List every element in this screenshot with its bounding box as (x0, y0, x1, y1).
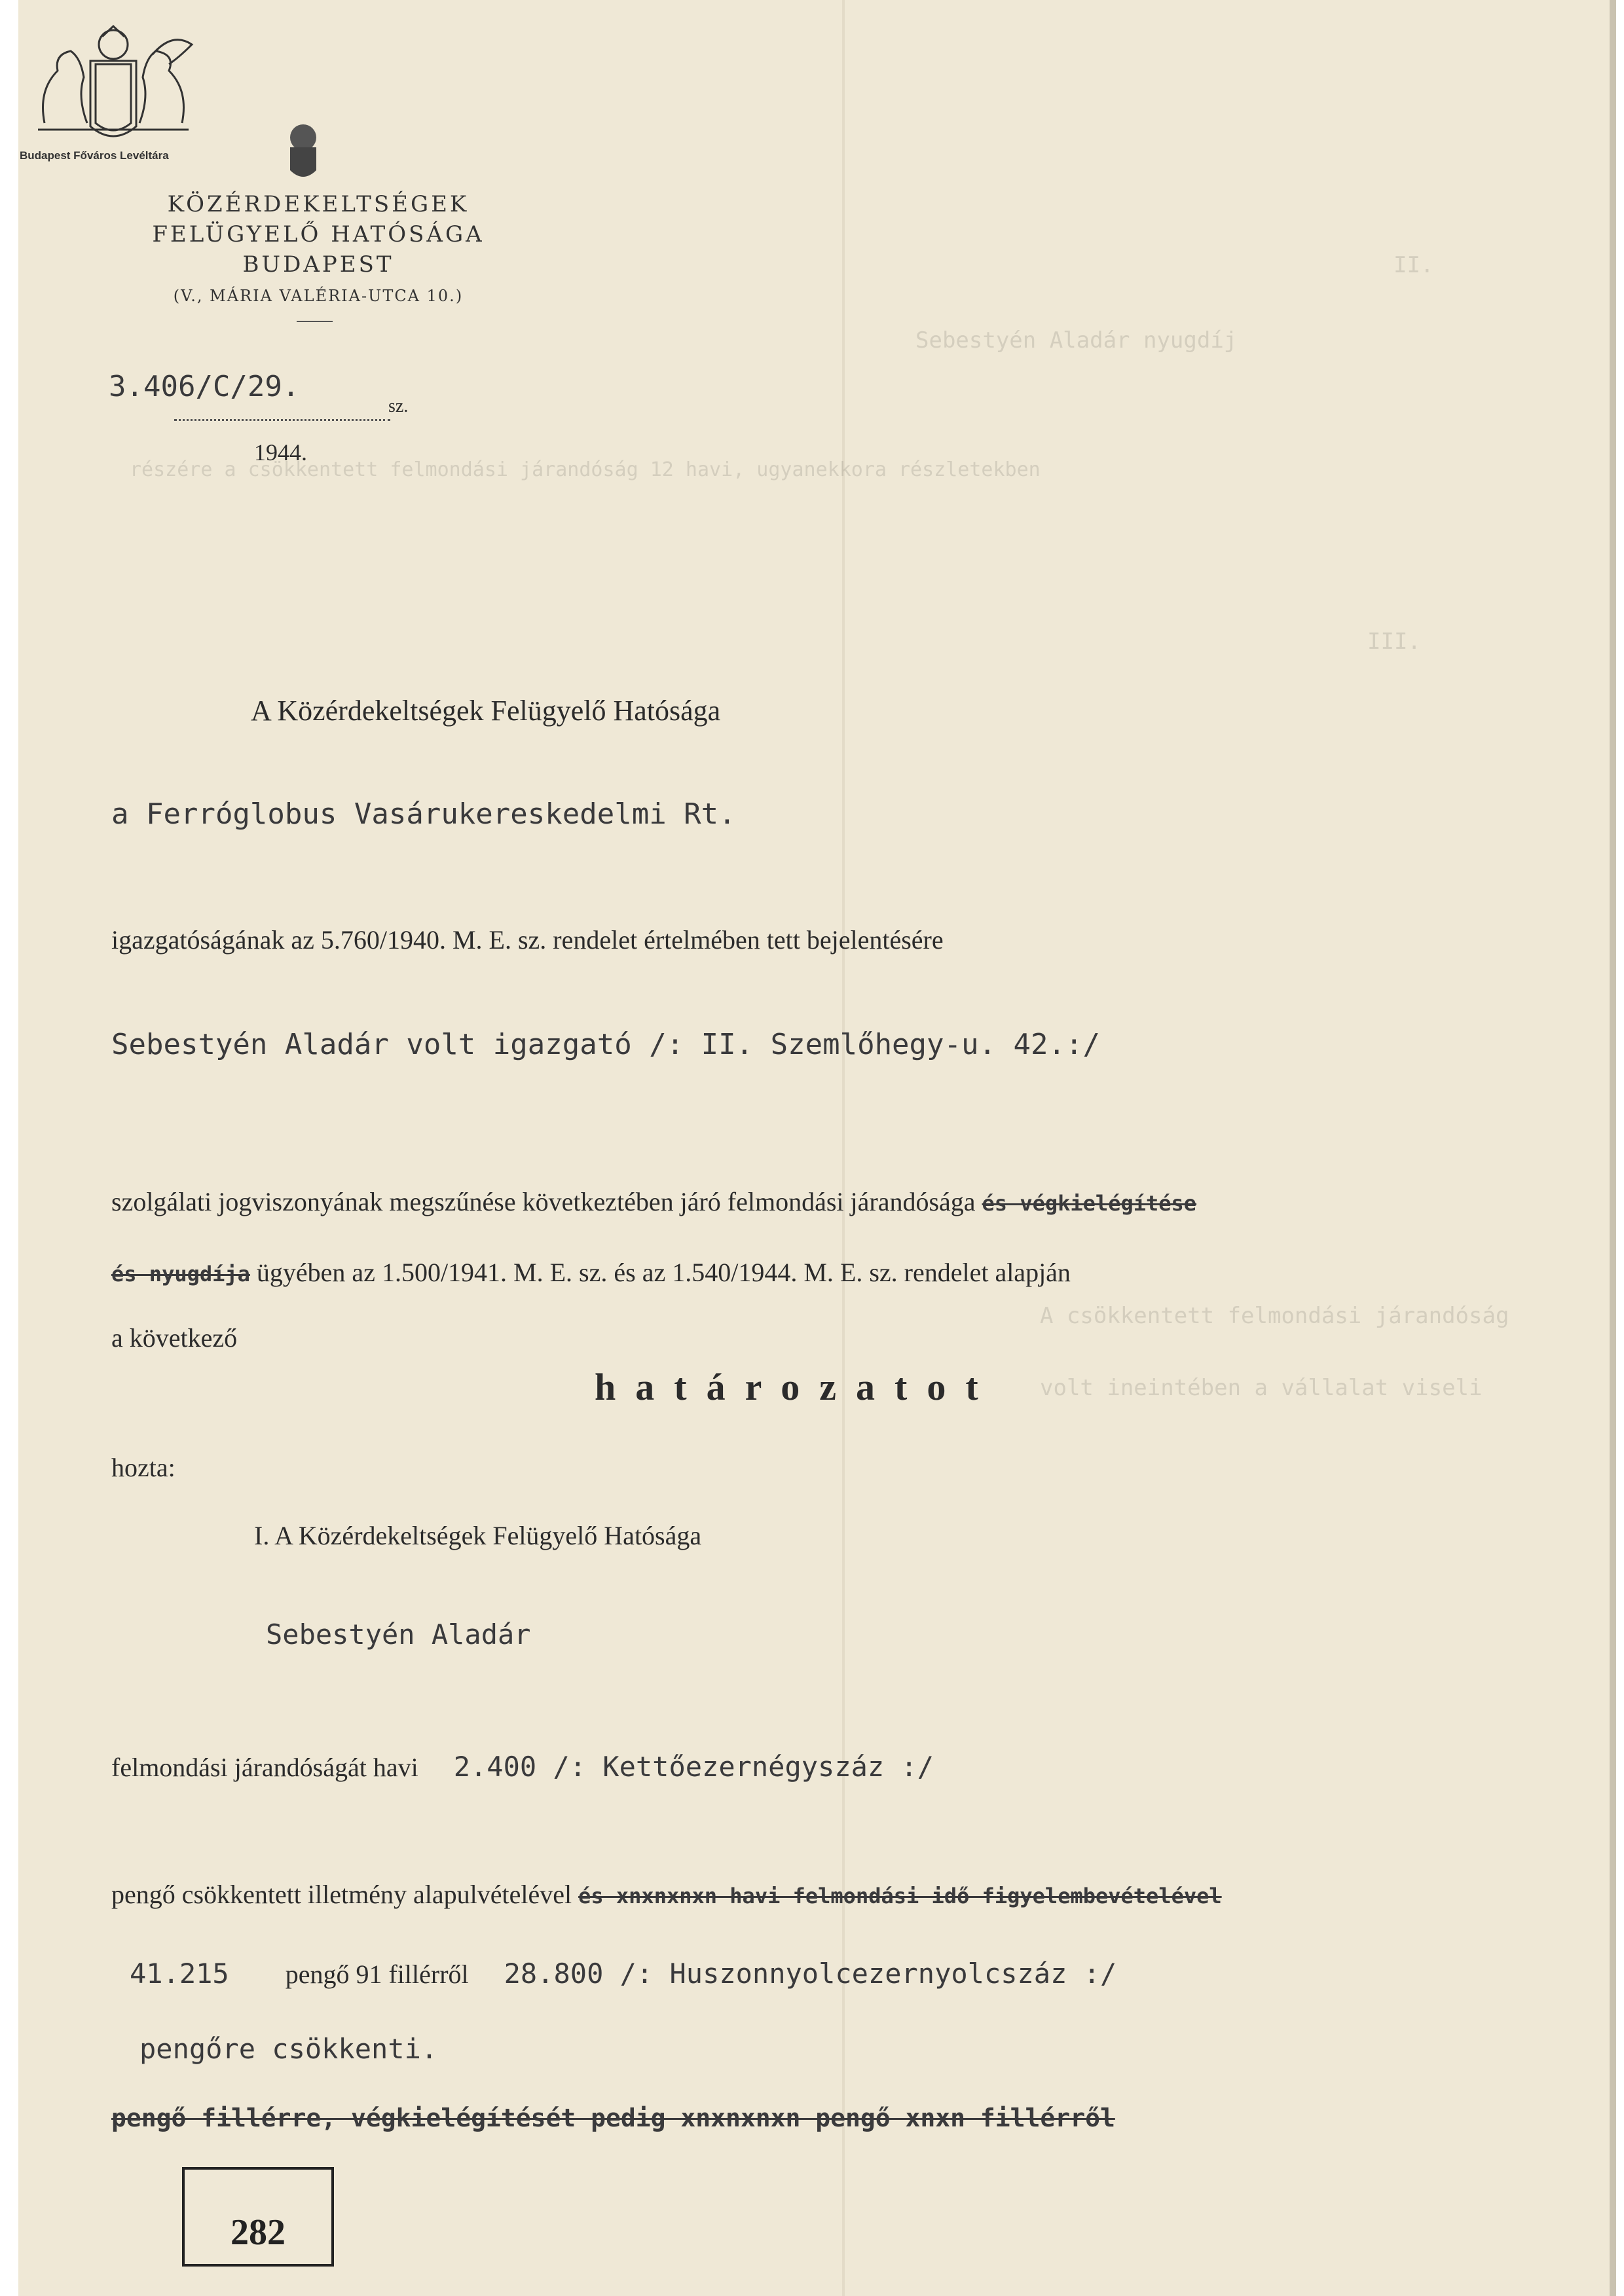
salary-value: 2.400 /: Kettőezernégyszáz :/ (453, 1751, 934, 1783)
reference-number: 3.406/C/29. (109, 370, 300, 403)
paragraph-line-3: a következő (111, 1323, 238, 1353)
paper-fold (842, 0, 845, 2296)
amount-from: 41.215 (130, 1958, 229, 1990)
struck-text: és nyugdíja (111, 1262, 250, 1286)
bleed-text: II. (1393, 252, 1434, 278)
company-line: a Ferróglobus Vasárukereskedelmi Rt. (111, 797, 736, 831)
bleed-text: A csökkentett felmondási járandóság (1040, 1303, 1509, 1329)
bleed-text: részére a csökkentett felmondási járandóság 12 havi, ugyanekkora részletekben (130, 458, 1041, 481)
page-number-stamp (182, 2167, 334, 2267)
struck-text: és xnxnxnxn havi felmondási idő figyelembevételével (578, 1884, 1222, 1908)
authority-line: A Közérdekeltségek Felügyelő Hatósága (251, 695, 721, 727)
paragraph-text: ügyében az 1.500/1941. M. E. sz. és az 1.540/1944. M. E. sz. rendelet alapján (249, 1258, 1071, 1287)
amount-line (130, 1958, 1116, 1990)
basis-text: pengő csökkentett illetmény alapulvételével (111, 1880, 572, 1909)
hozta-line: hozta: (111, 1453, 175, 1482)
paragraph-text: szolgálati jogviszonyának megszűnése következtében járó felmondási járandósága (111, 1187, 982, 1216)
struck-text: és végkielégítése (982, 1191, 1197, 1216)
paragraph-line-1 (111, 1186, 1196, 1217)
point-one-line: I. A Közérdekeltségek Felügyelő Hatósága (254, 1521, 702, 1550)
letterhead-address: (V., MÁRIA VALÉRIA-UTCA 10.) (173, 287, 464, 305)
reduce-line: pengőre csökkenti. (139, 2033, 438, 2065)
document-year: 1944. (254, 439, 307, 465)
crest-icon (280, 118, 326, 183)
amount-from-unit: pengő 91 fillérről (285, 1959, 469, 1989)
point-one-name: Sebestyén Aladár (266, 1618, 531, 1650)
letterhead-line-1: KÖZÉRDEKELTSÉGEK (167, 191, 470, 217)
decision-heading: határozatot (595, 1366, 998, 1408)
letterhead-line-3: BUDAPEST (242, 251, 394, 278)
letterhead-line-2: FELÜGYELŐ HATÓSÁGA (152, 221, 485, 247)
amount-to: 28.800 /: Huszonnyolcezernyolcszáz :/ (504, 1958, 1117, 1990)
coat-of-arms-icon (18, 18, 208, 143)
document-paper (18, 0, 1616, 2296)
basis-line (111, 1879, 1222, 1910)
person-line: Sebestyén Aladár volt igazgató /: II. Szemlőhegy-u. 42.:/ (111, 1028, 1100, 1061)
stamp-number: 282 (231, 2212, 286, 2253)
archive-caption: Budapest Főváros Levéltára (20, 149, 169, 162)
bleed-text: volt ineintében a vállalat viseli (1040, 1375, 1483, 1401)
reference-underline (174, 419, 390, 421)
letterhead-divider (297, 321, 333, 322)
paragraph-line-2 (111, 1257, 1071, 1288)
struck-last-line: pengő fillérre, végkielégítését pedig xnxnxnxn pengő xnxn fillérről (111, 2104, 1115, 2132)
reference-suffix: sz. (388, 396, 409, 416)
salary-line (111, 1751, 934, 1783)
notification-line: igazgatóságának az 5.760/1940. M. E. sz. rendelet értelmében tett bejelentésére (111, 925, 944, 955)
bleed-text: Sebestyén Aladár nyugdíj (915, 327, 1238, 354)
bleed-text: III. (1367, 629, 1421, 655)
salary-label: felmondási járandóságát havi (111, 1753, 418, 1782)
